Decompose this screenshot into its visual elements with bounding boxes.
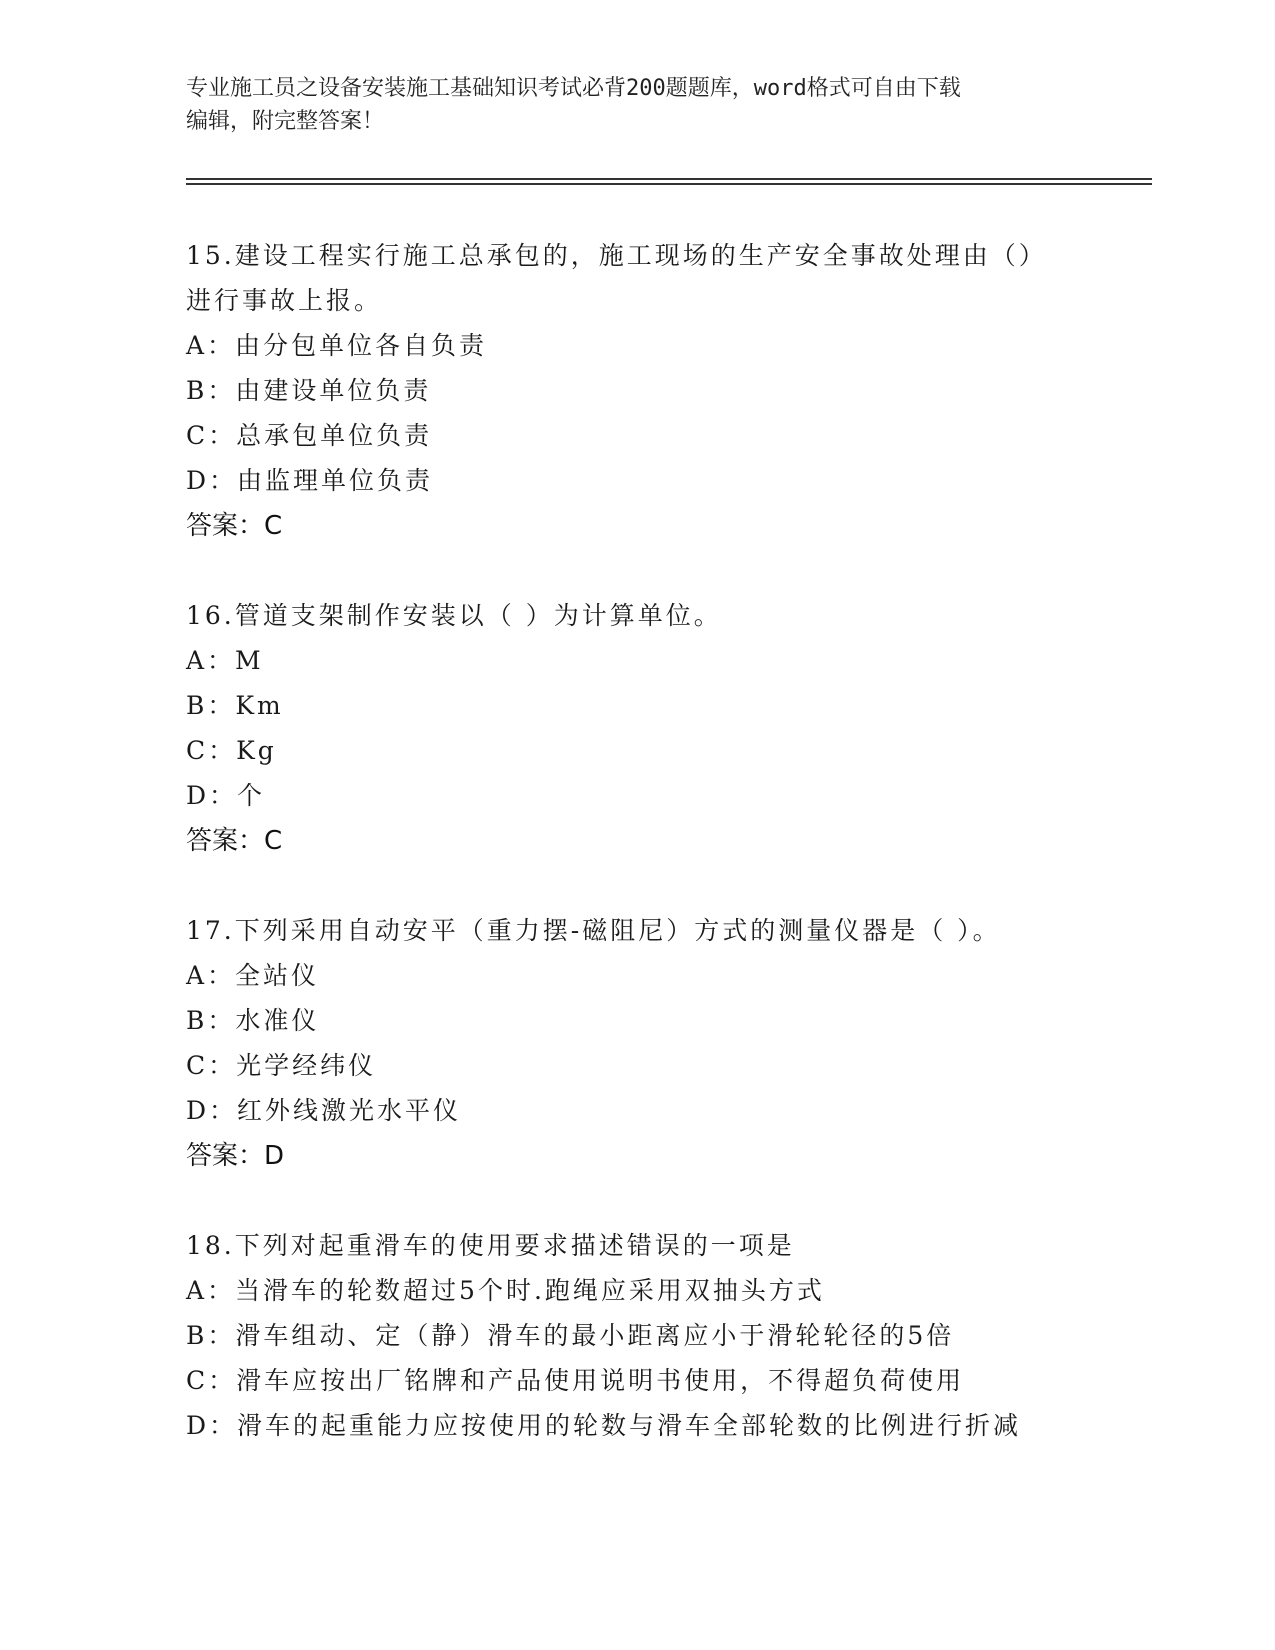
option-a: A：M	[186, 646, 264, 675]
question-16	[186, 593, 1086, 864]
option-a: A：全站仪	[186, 961, 320, 990]
option-b: B：Km	[186, 691, 284, 720]
question-17	[186, 908, 1086, 1179]
answer-value: D	[264, 1141, 285, 1171]
question-text: 17.下列采用自动安平（重力摆-磁阻尼）方式的测量仪器是（ ）。	[186, 916, 1001, 945]
option-d: D：红外线激光水平仪	[186, 1096, 462, 1125]
answer-value: C	[264, 511, 283, 541]
answer-line	[186, 503, 1086, 549]
option-b: B：水准仪	[186, 1006, 320, 1035]
option-c: C：总承包单位负责	[186, 421, 433, 450]
header-title-line-1: 专业施工员之设备安装施工基础知识考试必背200题题库，word格式可自由下载	[186, 76, 961, 101]
header-title-line-2: 编辑，附完整答案！	[186, 109, 385, 134]
answer-value: C	[264, 826, 283, 856]
option-c: C：滑车应按出厂铭牌和产品使用说明书使用，不得超负荷使用	[186, 1366, 965, 1395]
document-header	[186, 72, 1066, 138]
header-divider-top	[186, 178, 1152, 180]
answer-label: 答案：	[186, 511, 265, 541]
option-a: A：当滑车的轮数超过5个时.跑绳应采用双抽头方式	[186, 1276, 825, 1305]
option-d: D：由监理单位负责	[186, 466, 434, 495]
option-b: B：由建设单位负责	[186, 376, 432, 405]
option-d: D：滑车的起重能力应按使用的轮数与滑车全部轮数的比例进行折减	[186, 1411, 1022, 1440]
header-divider-bottom	[186, 183, 1152, 185]
question-18	[186, 1223, 1086, 1448]
answer-line	[186, 818, 1086, 864]
question-list	[186, 233, 1086, 1492]
question-text: 15.建设工程实行施工总承包的，施工现场的生产安全事故处理由（）进行事故上报。	[186, 241, 1035, 315]
option-c: C：Kg	[186, 736, 277, 765]
question-text: 16.管道支架制作安装以（ ）为计算单位。	[186, 601, 722, 630]
option-a: A：由分包单位各自负责	[186, 331, 488, 360]
answer-label: 答案：	[186, 826, 265, 856]
option-b: B：滑车组动、定（静）滑车的最小距离应小于滑轮轮径的5倍	[186, 1321, 955, 1350]
answer-label: 答案：	[186, 1141, 265, 1171]
option-c: C：光学经纬仪	[186, 1051, 377, 1080]
answer-line	[186, 1133, 1086, 1179]
question-15	[186, 233, 1086, 549]
option-d: D：个	[186, 781, 266, 810]
question-text: 18.下列对起重滑车的使用要求描述错误的一项是	[186, 1231, 795, 1260]
